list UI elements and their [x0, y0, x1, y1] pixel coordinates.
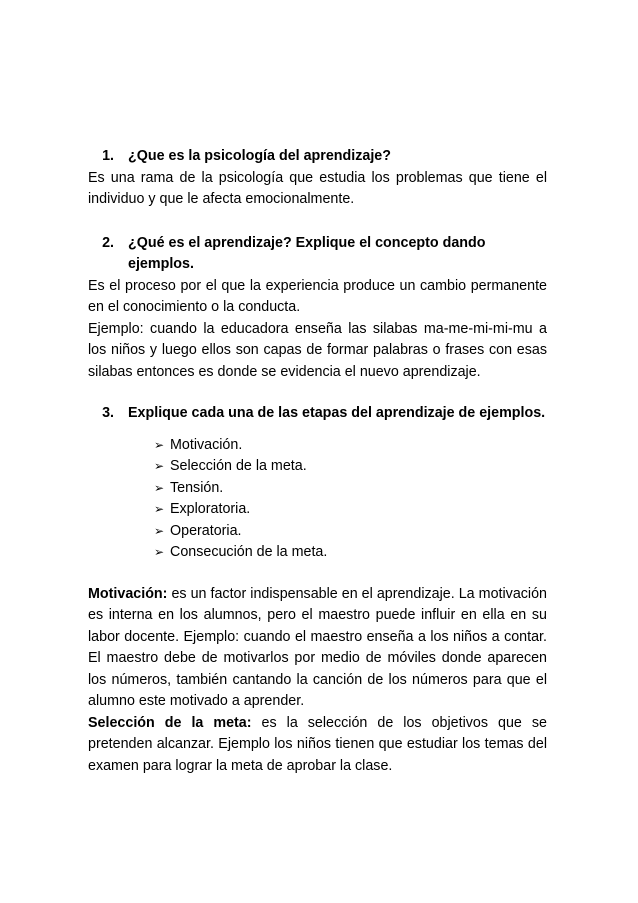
definition-text: es la selección de los objetivos que se pretenden alcanzar. Ejemplo los niños tienen que estudiar los temas del examen para lograr la meta de aprobar la clase.: [88, 714, 547, 774]
question-3-title: Explique cada una de las etapas del aprendizaje de ejemplos.: [128, 405, 546, 421]
definition-term: Selección de la meta:: [88, 714, 252, 731]
arrow-bullet-icon: ➢: [154, 459, 165, 473]
definition-term: Motivación:: [88, 585, 168, 602]
question-3-number: 3.: [102, 405, 114, 421]
list-item: [154, 499, 547, 521]
list-item: [154, 435, 547, 457]
list-item: [154, 456, 547, 478]
question-2-title: ¿Qué es el aprendizaje? Explique el concepto dando ejemplos.: [128, 234, 486, 272]
definition-motivacion: [88, 584, 547, 713]
stage-label: Exploratoria.: [170, 501, 251, 517]
list-item: [154, 478, 547, 500]
list-item: [154, 521, 547, 543]
question-2-number: 2.: [102, 234, 114, 251]
question-1: [90, 146, 547, 168]
arrow-bullet-icon: ➢: [154, 545, 165, 559]
list-item: [154, 542, 547, 564]
question-3: [90, 403, 547, 425]
definition-text: es un factor indispensable en el aprendizaje. La motivación es interna en los alumnos, pero el maestro puede influir en ella en su labor docente. Ejemplo: cuando el maestro enseña a los niños a contar. El maestro debe de motivarlos por medio de móviles donde aparecen los números, también cantando la canción de los números para que el alumno este motivado a aprender.: [88, 585, 547, 709]
question-1-title: ¿Que es la psicología del aprendizaje?: [128, 148, 391, 164]
stage-label: Selección de la meta.: [170, 458, 307, 474]
question-1-number: 1.: [102, 148, 114, 164]
question-2-example: Ejemplo: cuando la educadora enseña las silabas ma-me-mi-mi-mu a los niños y luego ellos son capas de formar palabras o frases con esas silabas entonces es donde se evidencia el nuevo aprendizaje.: [88, 320, 547, 380]
stage-label: Operatoria.: [170, 522, 242, 539]
arrow-bullet-icon: ➢: [154, 437, 165, 452]
document-content: [90, 146, 547, 777]
stage-label: Motivación.: [170, 436, 243, 453]
arrow-bullet-icon: ➢: [154, 502, 165, 516]
stage-label: Consecución de la meta.: [170, 544, 328, 560]
arrow-bullet-icon: ➢: [154, 523, 165, 538]
stage-label: Tensión.: [170, 479, 224, 496]
arrow-bullet-icon: ➢: [154, 480, 165, 495]
stages-list: [90, 435, 547, 564]
definition-seleccion-meta: [88, 713, 547, 778]
question-1-answer: Es una rama de la psicología que estudia los problemas que tiene el individuo y que le afecta emocionalmente.: [88, 169, 547, 207]
question-2-answer: Es el proceso por el que la experiencia produce un cambio permanente en el conocimiento o la conducta.: [88, 277, 547, 315]
question-2: [90, 233, 547, 276]
